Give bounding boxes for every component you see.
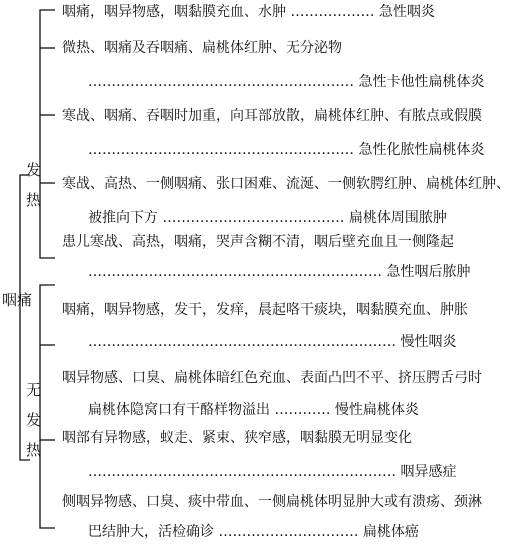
fever-item-2-line-1: 微热、咽痛及吞咽痛、扁桃体红肿、无分泌物 [62,40,342,56]
fever-item-4-line-1: 寒战、高热、一侧咽痛、张口困难、流涎、一侧软腭红肿、扁桃体红肿、 [62,176,510,192]
nofever-item-4-line-1: 侧咽异物感、口臭、痰中带血、一侧扁桃体明显肿大或有溃疡、颈淋 [62,494,482,510]
fever-item-3-line-2: ………………………………………………… 急性化脓性扁桃体炎 [88,142,485,158]
fever-item-3-line-1: 寒战、咽痛、吞咽时加重，向耳部放散，扁桃体红肿、有脓点或假膜 [62,108,482,124]
fever-label-2: 热 [26,191,42,209]
nofever-label-3: 热 [26,441,42,459]
nofever-label-2: 发 [26,411,42,429]
nofever-item-3-line-2: ………………………………………………………… 咽异感症 [88,464,457,480]
fever-label-1: 发 [26,161,42,179]
nofever-bracket [40,285,55,528]
nofever-item-1-line-1: 咽痛，咽异物感，发干，发痒，晨起咯干痰块，咽黏膜充血、肿胀 [62,302,468,318]
fever-bracket [40,10,55,258]
nofever-item-4-line-2: 巴结肿大，活检确诊 ………………………… 扁桃体癌 [88,524,419,540]
root-label-1: 咽痛 [2,291,33,309]
nofever-item-2-line-1: 咽异物感、口臭、扁桃体暗红色充血、表面凸凹不平、挤压腭舌弓时 [62,370,482,386]
fever-item-4-line-2: 被推向下方 ………………………………… 扁桃体周围脓肿 [88,210,447,226]
nofever-item-2-line-2: 扁桃体隐窝口有干酪样物溢出 ………… 慢性扁桃体炎 [88,402,419,418]
nofever-item-3-line-1: 咽部有异物感，蚁走、紧束、狭窄感，咽黏膜无明显变化 [62,430,412,446]
nofever-item-1-line-2: ………………………………………………………… 慢性咽炎 [88,334,457,350]
fever-item-5-line-1: 患儿寒战、高热，咽痛，哭声含糊不清，咽后壁充血且一侧隆起 [62,234,454,250]
nofever-label-1: 无 [26,381,42,399]
fever-item-2-line-2: ………………………………………………… 急性卡他性扁桃体炎 [88,74,485,90]
fever-item-1-line-1: 咽痛，咽异物感，咽黏膜充血、水肿 ……………… 急性咽炎 [62,4,435,20]
fever-item-5-line-2: ……………………………………………………… 急性咽后脓肿 [88,264,471,280]
